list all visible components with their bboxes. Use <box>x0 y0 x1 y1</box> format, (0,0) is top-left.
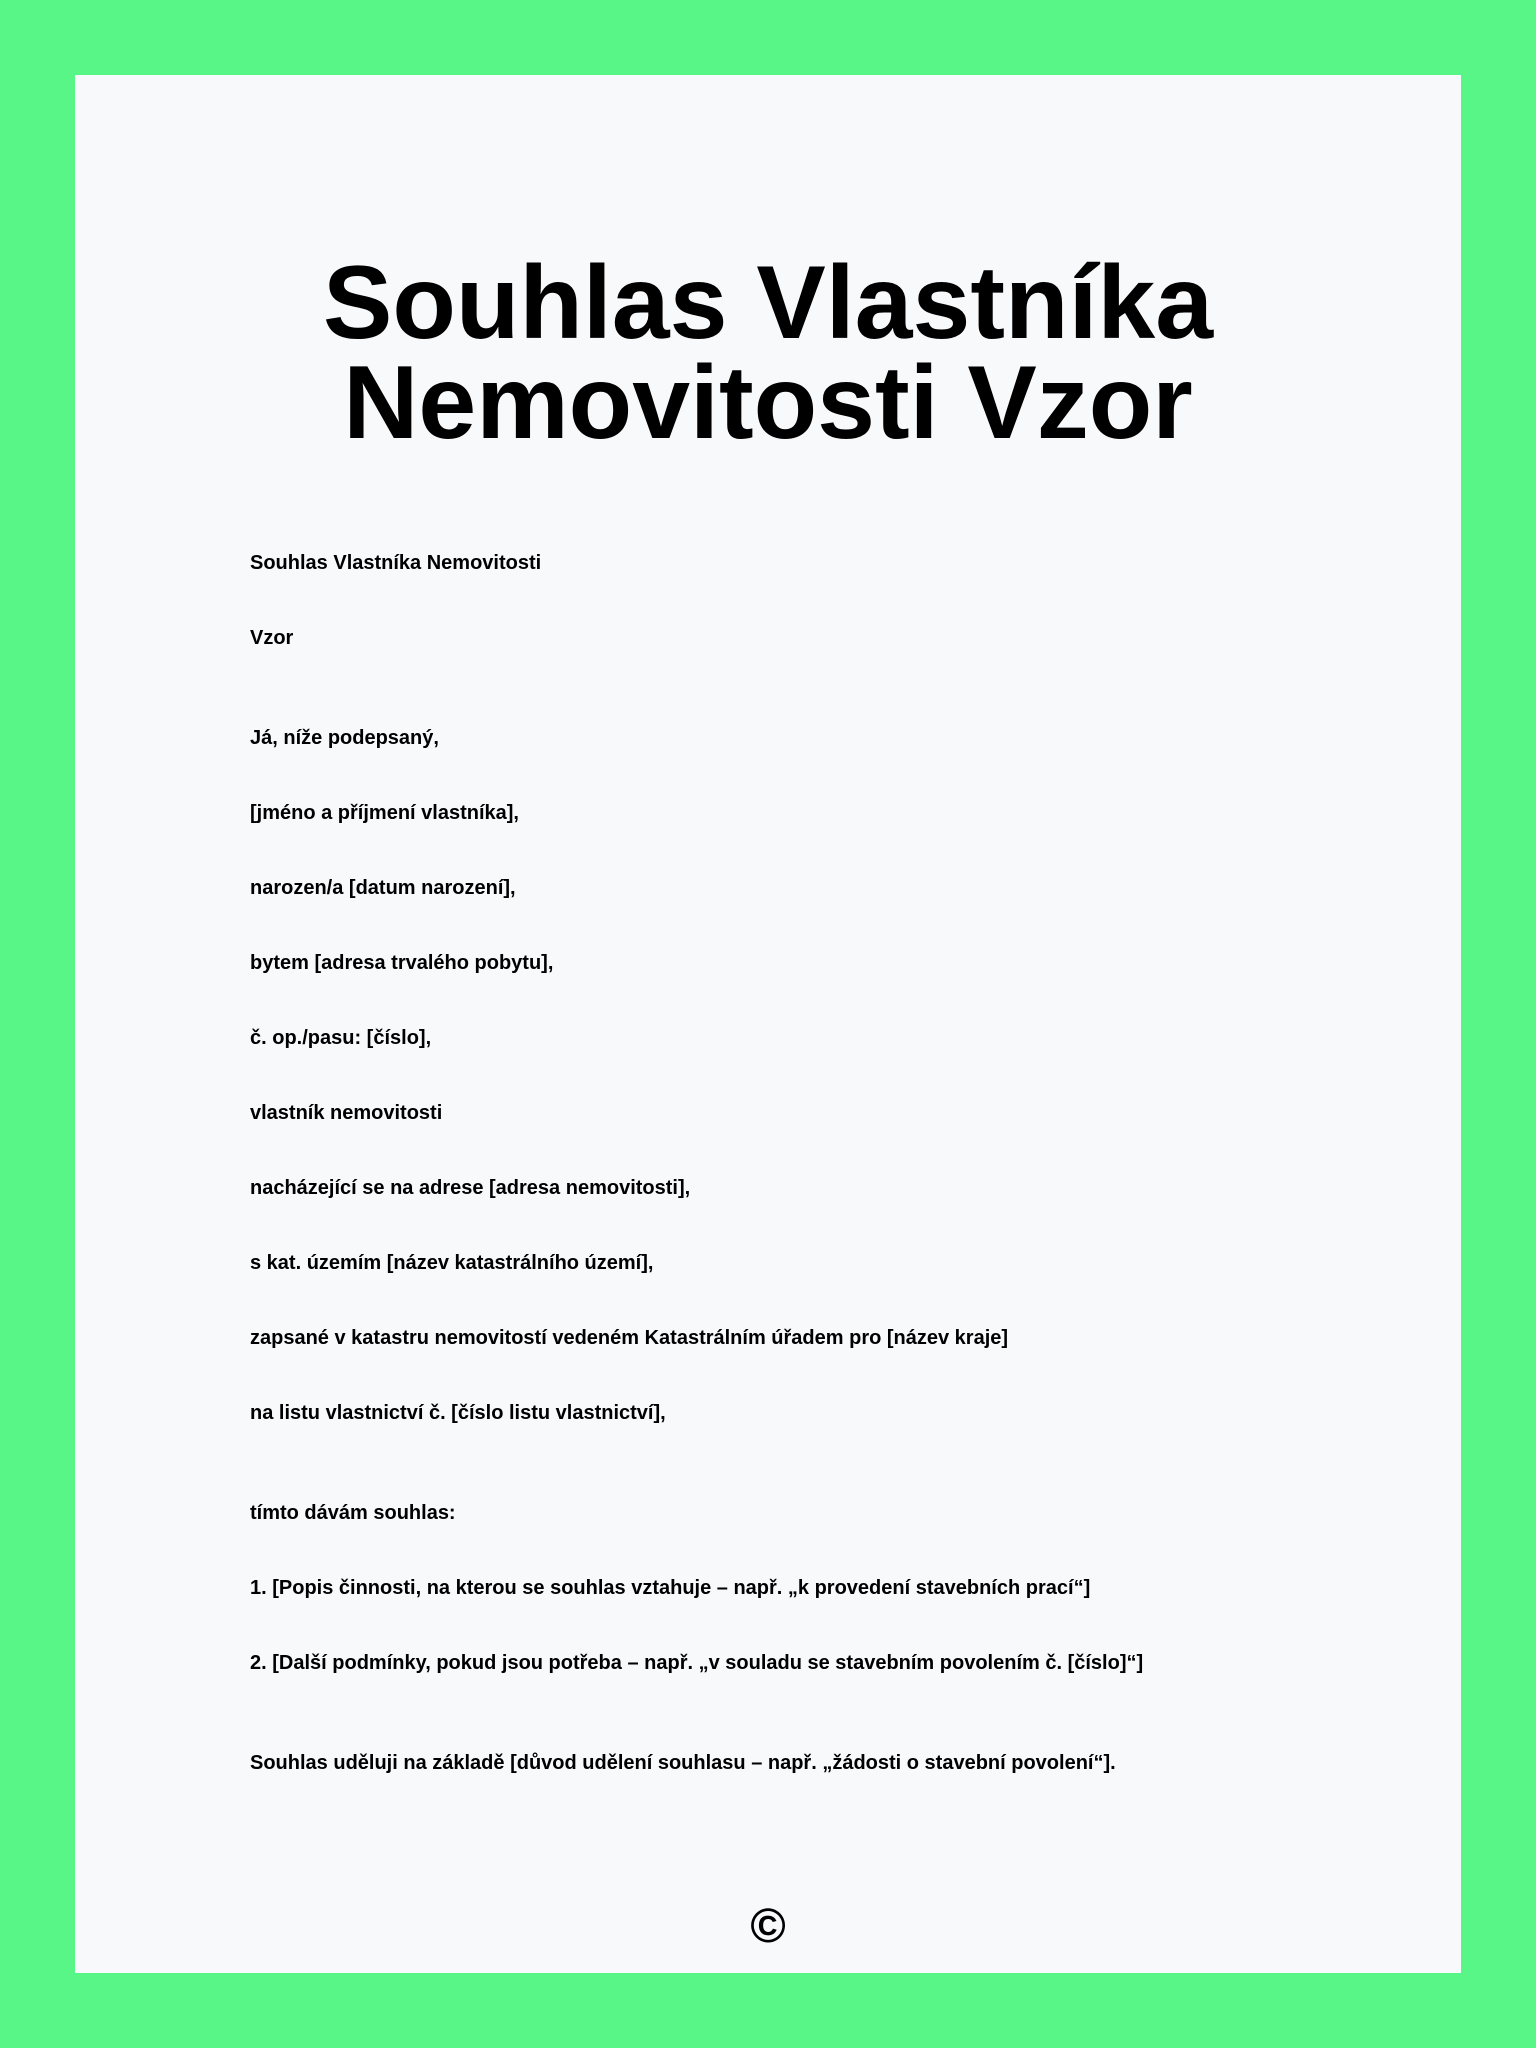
consent-intro: tímto dávám souhlas: <box>250 1502 456 1524</box>
body-line: na listu vlastnictví č. [číslo listu vlastnictví], <box>250 1402 666 1424</box>
copyright-icon: © <box>750 1900 786 1953</box>
body-line: bytem [adresa trvalého pobytu], <box>250 952 554 974</box>
consent-item-1: 1. [Popis činnosti, na kterou se souhlas vztahuje – např. „k provedení stavebních prací“] <box>250 1577 1091 1599</box>
body-line: zapsané v katastru nemovitostí vedeném Katastrálním úřadem pro [název kraje] <box>250 1327 1009 1349</box>
body-line: narozen/a [datum narození], <box>250 877 516 899</box>
document-title-line-2: Nemovitosti Vzor <box>343 345 1193 461</box>
body-line: Já, níže podepsaný, <box>250 727 439 749</box>
document-subheading: Vzor <box>250 627 294 649</box>
body-line: č. op./pasu: [číslo], <box>250 1027 432 1049</box>
document-title <box>75 245 1461 461</box>
body-line: nacházející se na adrese [adresa nemovitosti], <box>250 1177 691 1199</box>
body-line: s kat. územím [název katastrálního území], <box>250 1252 654 1274</box>
document-heading: Souhlas Vlastníka Nemovitosti <box>250 552 542 574</box>
consent-item-2: 2. [Další podmínky, pokud jsou potřeba – např. „v souladu se stavebním povolením č. [číslo]“] <box>250 1652 1144 1674</box>
body-line: [jméno a příjmení vlastníka], <box>250 802 519 824</box>
document-page <box>75 75 1461 1973</box>
body-line: vlastník nemovitosti <box>250 1102 443 1124</box>
document-title-line-1: Souhlas Vlastníka <box>322 245 1214 361</box>
consent-basis: Souhlas uděluji na základě [důvod udělení souhlasu – např. „žádosti o stavební povolení“]. <box>250 1752 1116 1774</box>
